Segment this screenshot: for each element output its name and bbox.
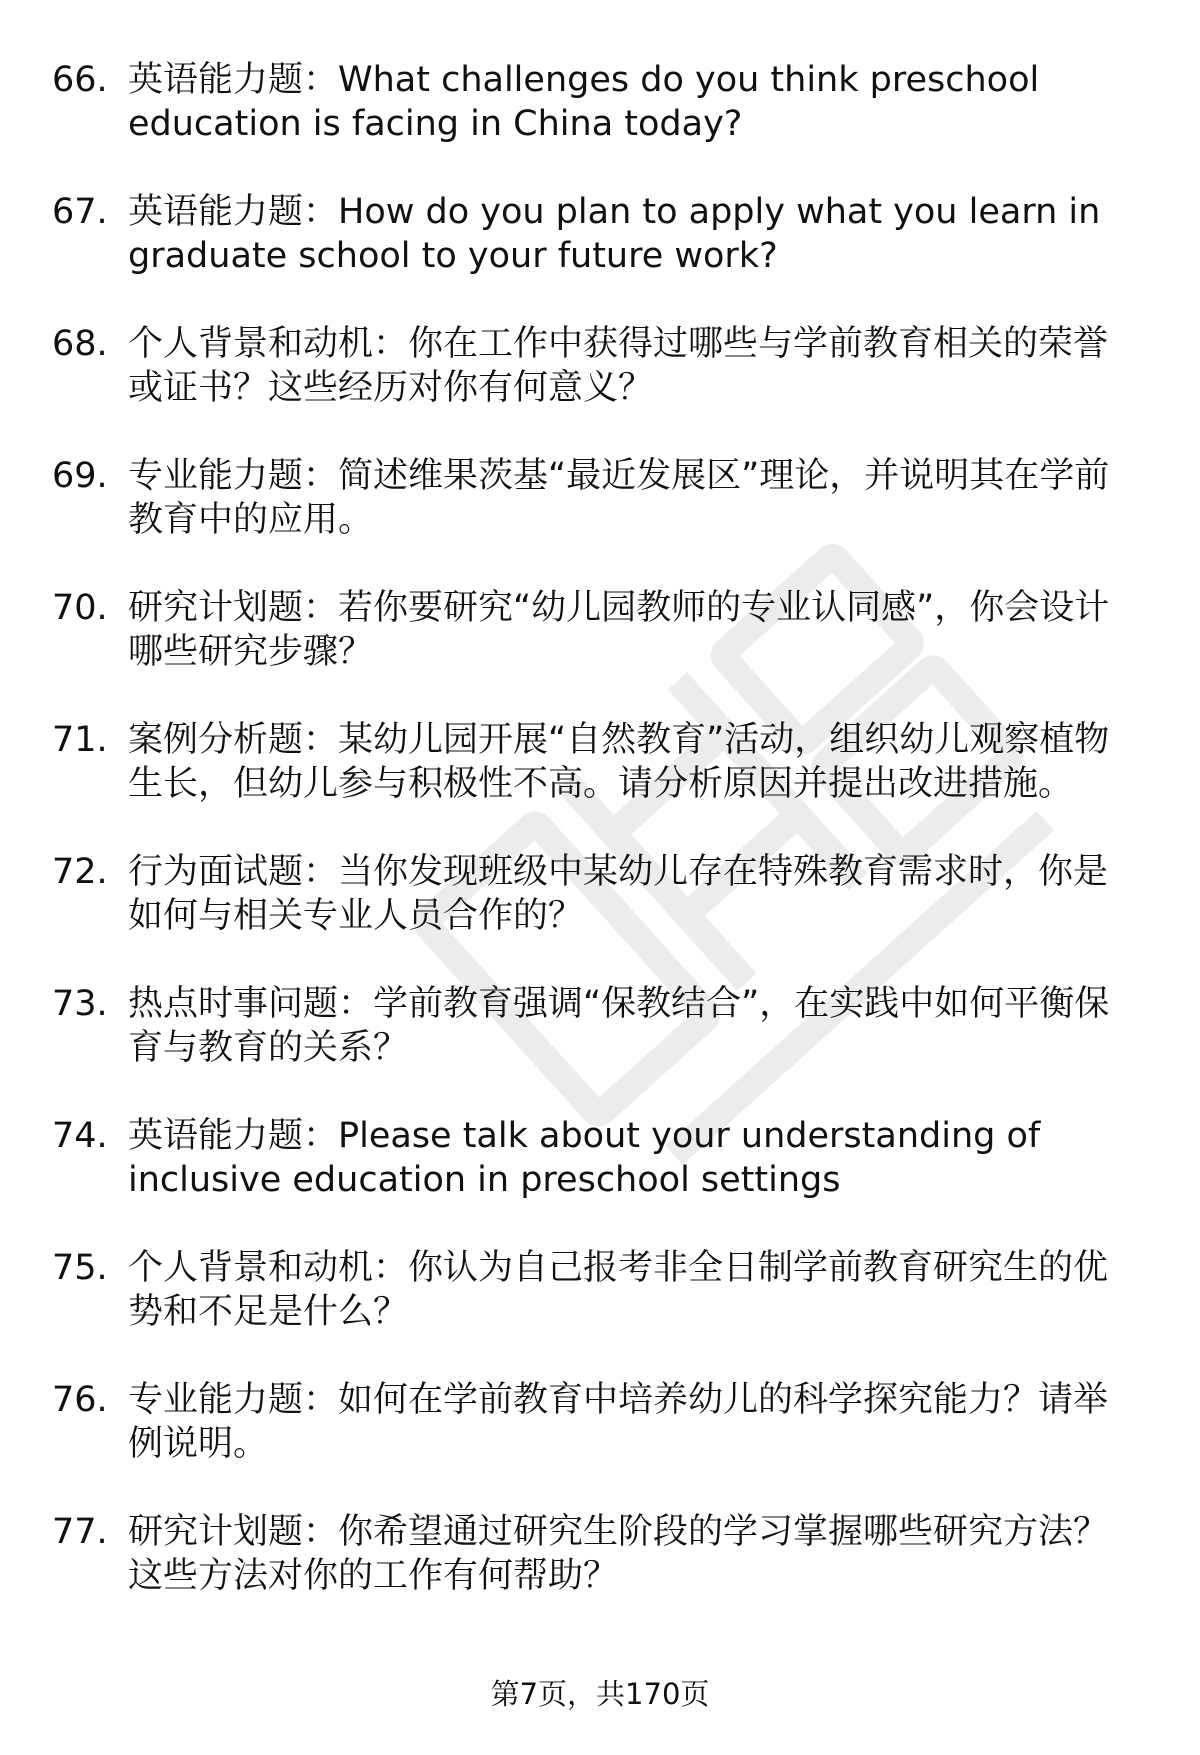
question-text: 研究计划题：若你要研究“幼儿园教师的专业认同感”，你会设计哪些研究步骤？: [128, 588, 1110, 672]
question-text: 行为面试题：当你发现班级中某幼儿存在特殊教育需求时，你是如何与相关专业人员合作的？: [128, 852, 1109, 936]
question-item: [0, 850, 1200, 982]
question-number: 70.: [52, 588, 108, 628]
question-text: 英语能力题：How do you plan to apply what you learn in graduate school to your future work?: [128, 192, 1101, 276]
question-list: [0, 58, 1200, 1642]
question-number: 71.: [52, 720, 108, 760]
question-number: 76.: [52, 1380, 108, 1420]
question-number: 77.: [52, 1512, 108, 1552]
question-number: 75.: [52, 1248, 108, 1288]
question-text: 研究计划题：你希望通过研究生阶段的学习掌握哪些研究方法？这些方法对你的工作有何帮助？: [128, 1512, 1109, 1596]
question-number: 74.: [52, 1116, 108, 1156]
question-text: 案例分析题：某幼儿园开展“自然教育”活动，组织幼儿观察植物生长，但幼儿参与积极性不高。请分析原因并提出改进措施。: [128, 720, 1110, 804]
question-number: 69.: [52, 456, 108, 496]
question-text: 个人背景和动机：你认为自己报考非全日制学前教育研究生的优势和不足是什么？: [128, 1248, 1109, 1332]
question-number: 73.: [52, 984, 108, 1024]
question-item: [0, 58, 1200, 190]
question-item: [0, 1114, 1200, 1246]
page-number-footer: 第7页，共170页: [490, 1677, 710, 1711]
question-text: 个人背景和动机：你在工作中获得过哪些与学前教育相关的荣誉或证书？这些经历对你有何意义？: [128, 324, 1109, 408]
question-item: [0, 454, 1200, 586]
question-number: 67.: [52, 192, 108, 232]
question-number: 66.: [52, 60, 108, 100]
question-item: [0, 586, 1200, 718]
question-text: 英语能力题：What challenges do you think preschool education is facing in China today?: [128, 60, 1040, 144]
question-text: 专业能力题：简述维果茨基“最近发展区”理论，并说明其在学前教育中的应用。: [128, 456, 1110, 540]
question-item: [0, 1378, 1200, 1510]
question-item: [0, 982, 1200, 1114]
question-number: 68.: [52, 324, 108, 364]
question-text: 英语能力题：Please talk about your understanding of inclusive education in preschool settings: [128, 1116, 1041, 1200]
question-text: 热点时事问题：学前教育强调“保教结合”，在实践中如何平衡保育与教育的关系？: [128, 984, 1110, 1068]
question-item: [0, 1246, 1200, 1378]
question-item: [0, 190, 1200, 322]
question-item: [0, 718, 1200, 850]
question-item: [0, 322, 1200, 454]
question-item: [0, 1510, 1200, 1642]
question-text: 专业能力题：如何在学前教育中培养幼儿的科学探究能力？请举例说明。: [128, 1380, 1109, 1464]
question-number: 72.: [52, 852, 108, 892]
